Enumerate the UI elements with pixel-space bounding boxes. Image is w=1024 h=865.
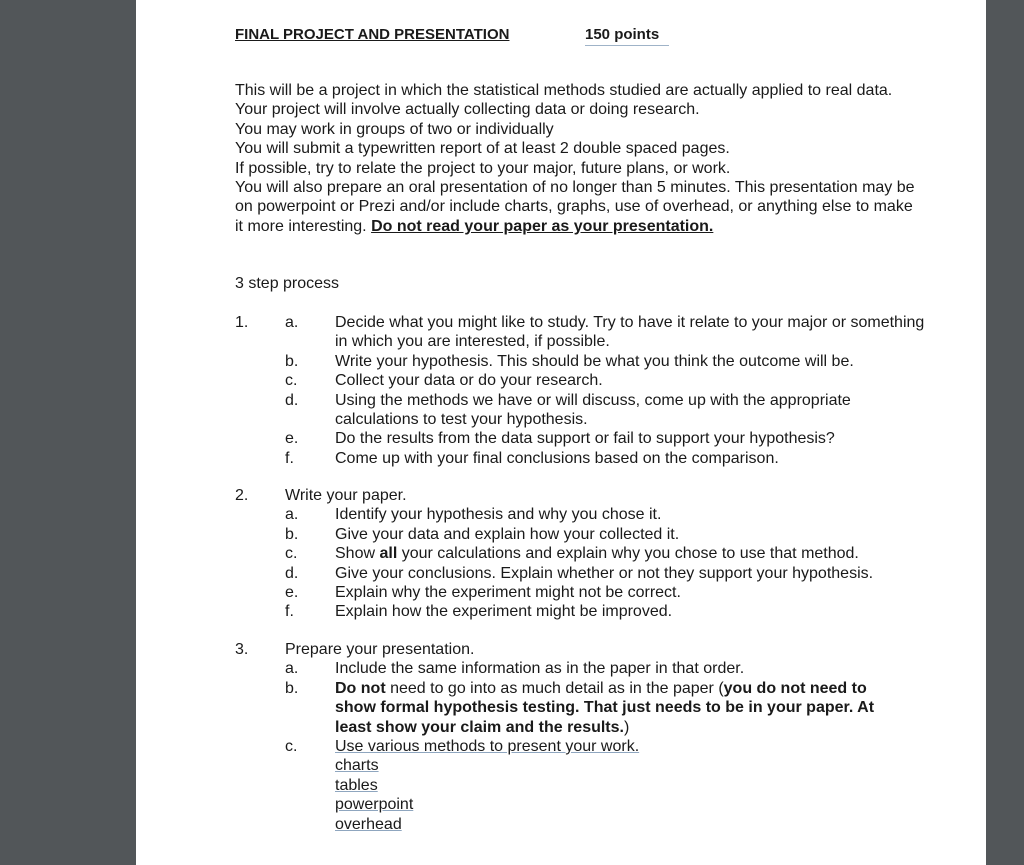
list-item (235, 313, 935, 352)
list-item (235, 737, 935, 756)
document-page (136, 0, 986, 865)
header (235, 26, 660, 43)
intro-emphasis: Do not read your paper as your presentation. (371, 217, 714, 235)
item-text: Include the same information as in the paper in that order. (335, 660, 745, 678)
intro-line: Your project will involve actually collecting data or doing research. (235, 101, 700, 119)
document-title: FINAL PROJECT AND PRESENTATION (235, 26, 510, 43)
item-text: Give your data and explain how your collected it. (335, 525, 680, 543)
method-item: charts (335, 757, 379, 775)
item-text: Identify your hypothesis and why you chose it. (335, 506, 662, 524)
list-item (235, 583, 935, 602)
item-letter: f. (285, 603, 294, 621)
item-text: Come up with your final conclusions based on the comparison. (335, 449, 779, 467)
method-item: overhead (335, 815, 402, 833)
step-number: 3. (235, 641, 249, 658)
step-title: Write your paper. (285, 487, 407, 504)
text-run-bold: you do not need to show formal hypothesis testing. That just needs to be in your paper. At least show your claim and the results. (335, 679, 875, 736)
item-letter: a. (285, 506, 299, 524)
list-item (235, 544, 935, 563)
text-run: Show (335, 545, 380, 563)
list-item (235, 391, 935, 430)
item-letter: c. (285, 372, 298, 390)
list-item (235, 659, 935, 678)
item-letter: c. (285, 545, 298, 563)
intro-line: You may work in groups of two or individually (235, 120, 554, 138)
step-3 (235, 640, 935, 834)
item-text: Give your conclusions. Explain whether or not they support your hypothesis. (335, 564, 874, 582)
points-label: 150 points (585, 26, 660, 43)
item-letter: d. (285, 564, 299, 582)
step-title-row (235, 640, 935, 659)
list-item (235, 449, 935, 468)
list-item (235, 371, 935, 390)
list-item (235, 679, 935, 737)
list-item (235, 505, 935, 524)
method-item: powerpoint (335, 796, 414, 814)
points-underline (585, 45, 669, 46)
text-run: your calculations and explain why you chose to use that method. (397, 545, 859, 563)
item-letter: d. (285, 391, 299, 409)
list-item (235, 429, 935, 448)
list-item (235, 564, 935, 583)
item-letter: b. (285, 679, 299, 697)
step-1 (235, 313, 935, 468)
step-title-row (235, 486, 935, 505)
item-text: Do the results from the data support or fail to support your hypothesis? (335, 430, 835, 448)
item-letter: b. (285, 352, 299, 370)
text-run: ) (623, 718, 630, 736)
item-text: Explain why the experiment might not be correct. (335, 584, 681, 602)
steps-heading: 3 step process (235, 275, 340, 292)
item-text: Using the methods we have or will discuss, come up with the appropriate calculations to test your hypothesis. (335, 391, 851, 429)
intro-section (235, 81, 925, 236)
item-text: Explain how the experiment might be improved. (335, 603, 673, 621)
text-run-bold: all (379, 545, 398, 563)
intro-presentation-text: You will also prepare an oral presentation of no longer than 5 minutes. This presentation may be on powerpoint or Prezi and/or include charts, graphs, use of overhead, or anything else to make it more interesting. (235, 179, 915, 235)
methods-list (335, 756, 935, 834)
step-number: 2. (235, 487, 249, 504)
intro-line: If possible, try to relate the project to your major, future plans, or work. (235, 159, 731, 177)
item-text (335, 544, 935, 563)
method-item: tables (335, 776, 378, 794)
item-letter: a. (285, 660, 299, 678)
item-letter: a. (285, 314, 299, 331)
list-item (235, 602, 935, 621)
intro-line: You will submit a typewritten report of at least 2 double spaced pages. (235, 140, 730, 158)
item-text: Use various methods to present your work. (335, 738, 640, 756)
list-item (235, 525, 935, 544)
item-letter: e. (285, 430, 299, 448)
item-letter: c. (285, 738, 298, 756)
item-letter: b. (285, 525, 299, 543)
item-letter: e. (285, 584, 299, 602)
list-item (235, 352, 935, 371)
item-text: Write your hypothesis. This should be what you think the outcome will be. (335, 352, 854, 370)
item-text (335, 679, 905, 737)
text-run: need to go into as much detail as in the paper ( (385, 679, 724, 697)
item-text: Decide what you might like to study. Try to have it relate to your major or something in which you are interested, if possible. (335, 314, 925, 351)
step-2 (235, 486, 935, 622)
step-title: Prepare your presentation. (285, 641, 475, 658)
item-text: Collect your data or do your research. (335, 372, 603, 390)
intro-line: This will be a project in which the statistical methods studied are actually applied to real data. (235, 82, 893, 99)
text-run-bold: Do not (335, 679, 386, 697)
intro-line (235, 178, 925, 236)
item-letter: f. (285, 449, 294, 467)
step-number: 1. (235, 314, 249, 331)
